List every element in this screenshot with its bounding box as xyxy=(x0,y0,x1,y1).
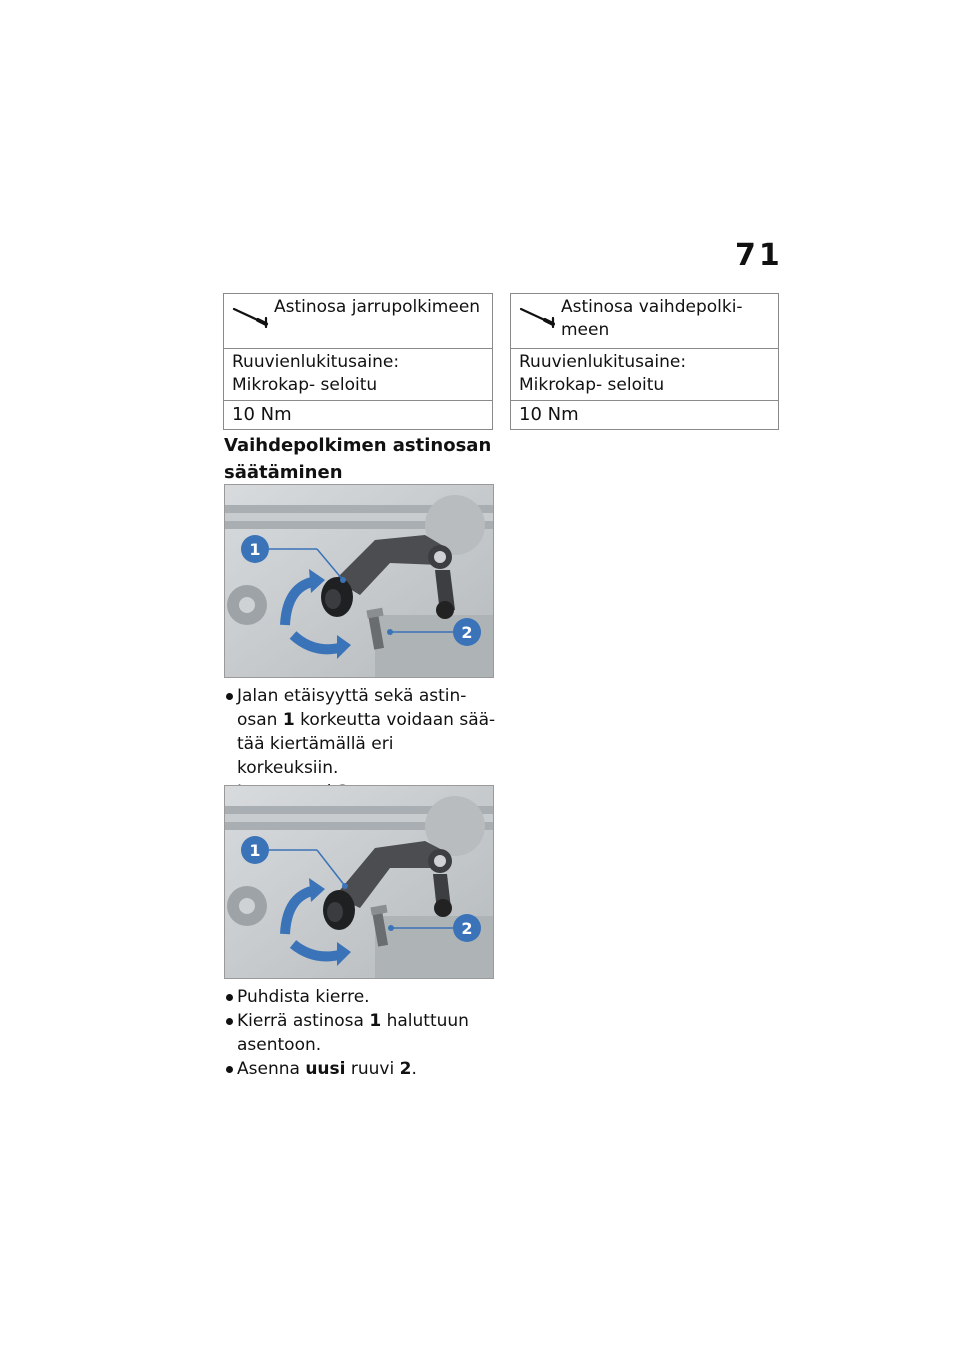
torque-table-value: 10 Nm xyxy=(224,400,492,429)
section-heading xyxy=(224,432,494,486)
step-text: osan xyxy=(237,710,283,730)
adhesive-line: Ruuvienlukitusaine: Mikrokap- xyxy=(519,352,687,395)
step-text: . xyxy=(411,1059,417,1079)
shift-pedal-photo-1 xyxy=(224,484,494,678)
step-text xyxy=(237,708,499,732)
title-line: meen xyxy=(561,320,610,340)
title-line: Astinosa vaihdepolki- xyxy=(561,297,743,317)
step-text: Kierrä astinosa xyxy=(237,1011,370,1031)
step-text: haluttuun xyxy=(381,1011,469,1031)
step-text: asentoon. xyxy=(237,1035,322,1055)
bullet-dot xyxy=(226,1018,233,1025)
callout-2-label: 2 xyxy=(461,919,473,938)
torque-table-header xyxy=(511,294,778,348)
list-item xyxy=(224,1009,499,1057)
part-ref-2: 2 xyxy=(399,1059,412,1079)
callout-1-label: 1 xyxy=(249,841,261,860)
adhesive-line: Ruuvienlukitusaine: Mikrokap- xyxy=(232,352,400,395)
part-ref-1: 1 xyxy=(369,1011,382,1031)
list-item xyxy=(224,684,499,780)
bullet-dot xyxy=(226,1066,233,1073)
shift-pedal-photo-2 xyxy=(224,785,494,979)
torque-table-header xyxy=(224,294,492,348)
emphasis-new: uusi xyxy=(305,1059,346,1079)
step-text: korkeutta voidaan sää- xyxy=(294,710,496,730)
bullet-dot xyxy=(226,693,233,700)
torque-wrench-icon xyxy=(232,306,270,328)
list-item xyxy=(224,1057,499,1081)
step-text: Jalan etäisyyttä sekä astin- xyxy=(237,686,467,706)
step-text: ruuvi xyxy=(345,1059,400,1079)
step-text: tää kiertämällä eri korkeuksiin. xyxy=(237,734,394,778)
torque-table-adhesive xyxy=(511,348,778,400)
step-text: Asenna xyxy=(237,1059,306,1079)
callout-1-label: 1 xyxy=(249,540,261,559)
heading-line: Vaihdepolkimen astinosan xyxy=(224,435,492,456)
torque-table-shift-pedal xyxy=(510,293,779,430)
adhesive-line: seloitu xyxy=(320,375,378,395)
part-ref-1: 1 xyxy=(282,710,295,730)
heading-line: säätäminen xyxy=(224,462,343,483)
page-number: 71 xyxy=(735,238,783,273)
callout-2-label: 2 xyxy=(461,623,473,642)
torque-table-title xyxy=(561,294,772,342)
torque-table-title: Astinosa jarrupolkimeen xyxy=(274,297,481,317)
torque-table-value: 10 Nm xyxy=(511,400,778,429)
torque-wrench-icon xyxy=(519,306,557,328)
torque-table-brake-pedal xyxy=(223,293,493,430)
bullet-dot xyxy=(226,994,233,1001)
adhesive-line: seloitu xyxy=(607,375,665,395)
step-text: Puhdista kierre. xyxy=(237,987,370,1007)
instruction-list-2 xyxy=(224,985,499,1081)
list-item xyxy=(224,985,499,1009)
torque-table-adhesive xyxy=(224,348,492,400)
